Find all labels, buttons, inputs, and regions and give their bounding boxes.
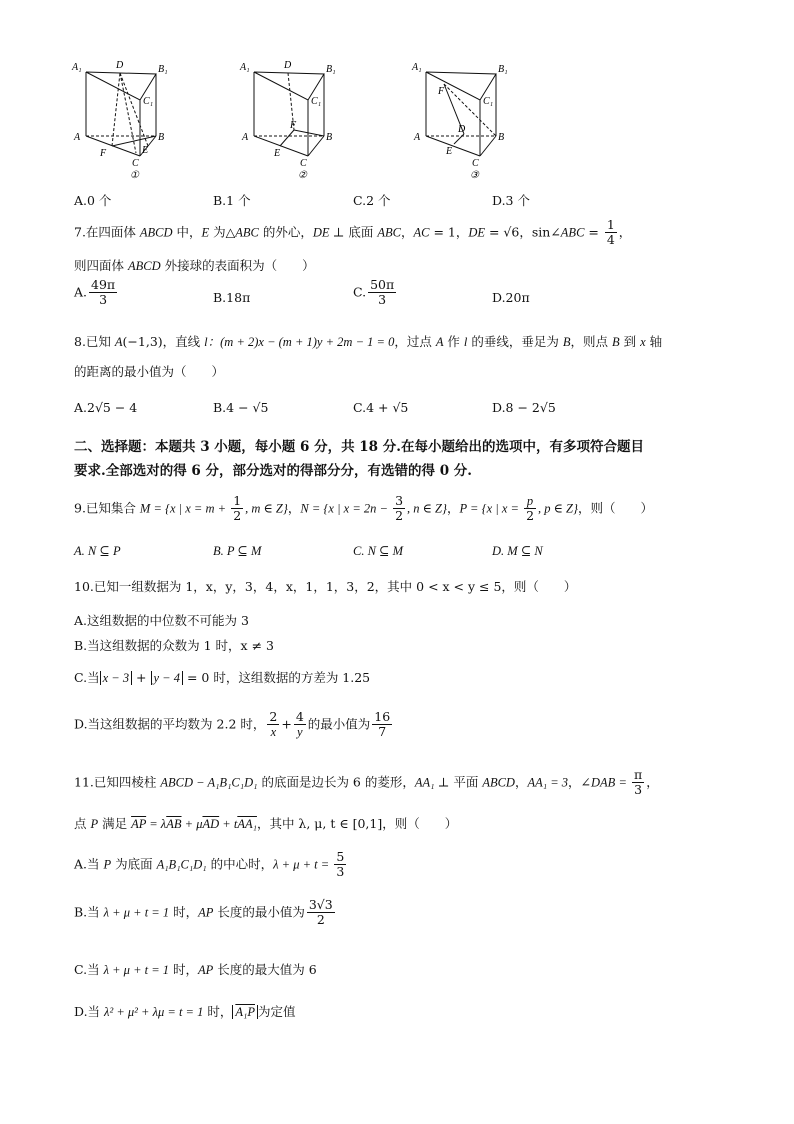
q7-option-c: C. $\frac{50\pi}{3}$: [353, 277, 395, 308]
q11-stem-line2: 点 P 满足 $\overline{AP} = \lambda\overline{AB} + \mu\overline{AD} + tAA_1$，其中 λ, μ, t ∈ [0,1]，则（ ）: [74, 816, 458, 831]
label-A1: A₁: [72, 62, 82, 73]
svg-text:A: A: [74, 132, 81, 143]
svg-text:C₁: C₁: [143, 96, 154, 107]
q8-option-d: D.8 − 2√5: [492, 400, 556, 415]
svg-text:E: E: [274, 148, 281, 159]
q8-option-b: B.4 − √5: [213, 400, 269, 415]
q11-option-b: B.当 λ + μ + t = 1 时，AP 长度的最小值为 $\frac{3√3}{2}$: [74, 897, 333, 928]
q10-option-b: B.当这组数据的众数为 1 时，x ≠ 3: [74, 638, 274, 653]
svg-text:D: D: [458, 124, 466, 135]
svg-text:F: F: [438, 86, 445, 97]
q9-option-a: A. N ⊆ P: [74, 544, 121, 558]
q7-option-a: A. $\frac{49\pi}{3}$: [74, 277, 116, 308]
q9-option-c: C. N ⊆ M: [353, 544, 404, 558]
q6-option-c: C.2 个: [353, 193, 391, 208]
svg-text:B: B: [326, 132, 333, 143]
q7-stem: 7.在四面体 ABCD 中，E 为△ABC 的外心，DE ⊥ 底面 ABC，AC = 1，DE = √6，sin∠ABC = $\frac{1}{4}$ ，: [74, 217, 632, 248]
svg-text:F: F: [100, 148, 107, 159]
q9-stem: 9.已知集合 M = {x | x = m + $\frac{1}{2}$ , m ∈ Z}，N = {x | x = 2n − $\frac{3}{2}$ , n ∈ Z}，P = {x | x = $\frac{p}{2}$ , p ∈ Z}，则（ ）: [74, 493, 654, 524]
q6-option-b: B.1 个: [213, 193, 251, 208]
figure-3-label: ③: [470, 170, 479, 181]
svg-text:B₁: B₁: [326, 64, 336, 75]
q6-option-d: D.3 个: [492, 193, 530, 208]
figure-2: [238, 58, 348, 188]
q6-option-a: A.0 个: [74, 193, 112, 208]
q10-stem: 10.已知一组数据为 1，x，y，3，4，x，1，1，3，2，其中 0 < x < y ≤ 5，则（ ）: [74, 579, 577, 594]
q11-option-d: D.当 λ² + μ² + λμ = t = 1 时， A₁P 为定值: [74, 1004, 296, 1019]
figure-1-label: ①: [130, 170, 139, 181]
section2-heading-line2: 要求.全部选对的得 6 分，部分选对的得部分分，有选错的得 0 分.: [74, 463, 472, 479]
svg-text:B₁: B₁: [158, 64, 168, 75]
svg-text:E: E: [142, 145, 149, 156]
svg-text:C₁: C₁: [311, 96, 322, 107]
q7-option-d: D.20π: [492, 290, 530, 305]
q9-option-b: B. P ⊆ M: [213, 544, 262, 558]
figure-3: [410, 58, 520, 188]
q8-option-c: C.4 + √5: [353, 400, 409, 415]
q10-option-d: D.当这组数据的平均数为 2.2 时， $\frac{2}{x}$ + $\frac{4}{y}$ 的最小值为 $\frac{16}{7}$: [74, 709, 391, 740]
svg-text:B: B: [498, 132, 505, 143]
svg-text:E: E: [446, 146, 453, 157]
svg-text:C: C: [300, 158, 307, 169]
q7-line2: 则四面体 ABCD 外接球的表面积为（ ）: [74, 258, 315, 273]
svg-text:A: A: [242, 132, 249, 143]
svg-text:B₁: B₁: [498, 64, 508, 75]
q8-line2: 的距离的最小值为（ ）: [74, 364, 225, 379]
svg-text:B: B: [158, 132, 165, 143]
figure-1: [70, 58, 180, 188]
svg-text:A₁: A₁: [412, 62, 422, 73]
figure-2-label: ②: [298, 170, 307, 181]
svg-text:D: D: [284, 60, 292, 71]
svg-text:C: C: [132, 158, 139, 169]
q10-option-c: C.当 x − 3 + y − 4 = 0 时，这组数据的方差为 1.25: [74, 670, 371, 685]
svg-text:C: C: [472, 158, 479, 169]
section2-heading-line1: 二、选择题：本题共 3 小题，每小题 6 分，共 18 分.在每小题给出的选项中，有多项符合题目: [74, 439, 644, 455]
q11-option-a: A.当 P 为底面 A₁B₁C₁D₁ 的中心时，λ + μ + t = $\frac{5}{3}$: [74, 849, 345, 880]
q11-option-c: C.当 λ + μ + t = 1 时，AP 长度的最大值为 6: [74, 962, 317, 977]
q11-stem-line1: 11.已知四棱柱 ABCD − A₁B₁C₁D₁ 的底面是边长为 6 的菱形，AA₁ ⊥ 平面 ABCD，AA₁ = 3，∠DAB = $\frac{\pi}{3}$ ，: [74, 767, 659, 798]
svg-text:F: F: [290, 120, 297, 131]
q8-option-a: A.2√5 − 4: [74, 400, 138, 415]
q8-stem: 8.已知 A(−1,3)，直线 l：(m + 2)x − (m + 1)y + 2m − 1 = 0，过点 A 作 l 的垂线，垂足为 B，则点 B 到 x 轴: [74, 334, 663, 349]
svg-text:D: D: [116, 60, 124, 71]
svg-text:C₁: C₁: [483, 96, 494, 107]
q9-option-d: D. M ⊆ N: [492, 544, 543, 558]
svg-text:A: A: [414, 132, 421, 143]
q7-option-b: B.18π: [213, 290, 251, 305]
q10-option-a: A.这组数据的中位数不可能为 3: [74, 613, 249, 628]
svg-text:A₁: A₁: [240, 62, 250, 73]
